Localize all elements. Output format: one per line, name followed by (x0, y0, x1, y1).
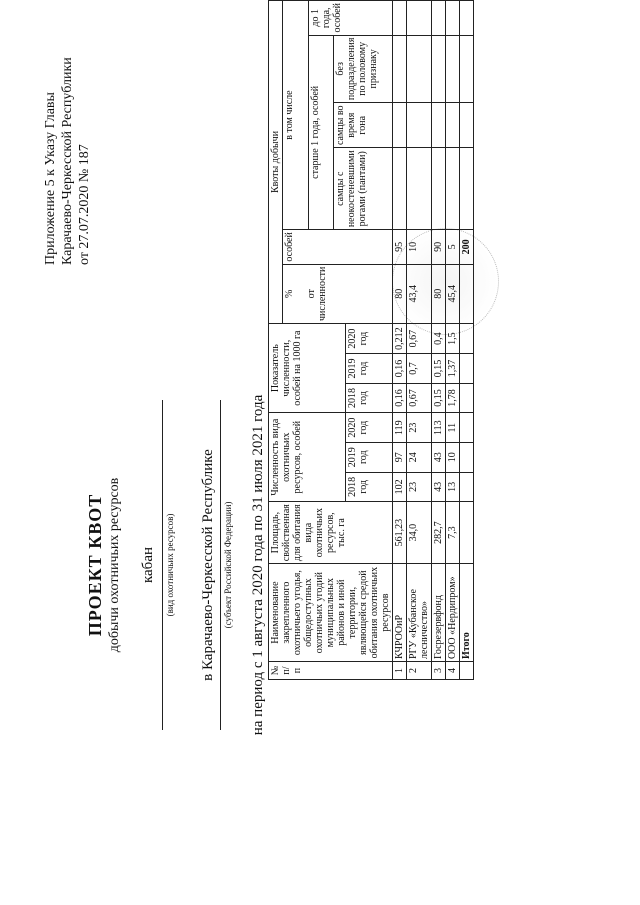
header-num: № п/п (269, 662, 393, 680)
cell-pct: 45,4 (446, 264, 460, 323)
cell-count-2019 (460, 442, 474, 472)
cell-males (432, 148, 446, 230)
cell-count-2018: 23 (407, 472, 432, 502)
cell-males-rut (432, 103, 446, 148)
appendix-line-1: Приложение 5 к Указу Главы (43, 92, 58, 265)
cell-count-2019: 10 (446, 442, 460, 472)
table-row (393, 1, 407, 680)
cell-density-2020: 0,67 (407, 323, 432, 353)
cell-density-2018: 0,15 (432, 383, 446, 413)
cell-under1 (446, 1, 460, 36)
cell-pct: 80 (432, 264, 446, 323)
cell-males-rut (393, 103, 407, 148)
document-subtitle: добычи охотничьих ресурсов (107, 477, 122, 653)
cell-density-2019: 0,15 (432, 354, 446, 384)
region-value: в Карачаево-Черкесской Республике (200, 449, 216, 681)
quota-table (268, 0, 474, 680)
cell-individuals: 95 (393, 230, 407, 264)
header-quota: Квоты добычи (269, 1, 283, 324)
cell-no-sex (407, 35, 432, 103)
cell-pct (460, 264, 474, 323)
cell-density-2020: 0,212 (393, 323, 407, 353)
cell-count-2019: 43 (432, 442, 446, 472)
header-no-sex: без подразделения по половому признаку (334, 35, 393, 103)
header-older: старше 1 года, особей (308, 35, 334, 230)
cell-density-2020: 0,4 (432, 323, 446, 353)
cell-num: 4 (446, 662, 460, 680)
header-density-2020: 2020 год (346, 323, 393, 353)
period-line: на период с 1 августа 2020 года по 31 июля 2021 года (250, 394, 266, 736)
header-pct-sign: % (284, 289, 295, 298)
appendix-line-3: от 27.07.2020 № 187 (77, 144, 92, 265)
header-count: Численность вида охотничьих ресурсов, особей (269, 413, 346, 502)
species-underline (162, 400, 163, 730)
cell-total-individuals: 200 (460, 230, 474, 264)
species-value: кабан (140, 546, 156, 584)
header-males: самцы с неокостеневшими рогами (пантами) (334, 148, 393, 230)
header-under1: до 1 года, особей (308, 1, 392, 36)
cell-num (460, 662, 474, 680)
cell-name: КЧРООиР (393, 564, 407, 662)
cell-density-2020 (460, 323, 474, 353)
header-count-2018: 2018 год (346, 472, 393, 502)
cell-density-2018: 1,78 (446, 383, 460, 413)
cell-males-rut (407, 103, 432, 148)
cell-density-2019: 0,16 (393, 354, 407, 384)
cell-num: 2 (407, 662, 432, 680)
cell-count-2020: 113 (432, 413, 446, 443)
header-males-rut: самцы во время гона (334, 103, 393, 148)
cell-individuals: 5 (446, 230, 460, 264)
cell-area: 7,3 (446, 502, 460, 564)
header-count-2020: 2020 год (346, 413, 393, 443)
header-area: Площадь, свойственная для обитания вида охотничьих ресурсов, тыс. га (269, 502, 393, 564)
header-name: Наименование закрепленного охотничьего угодья, общедоступных охотничьих угодий муниципальных районов и иной территории, являющейся средой обитания охотничьих ресурсов (269, 564, 393, 662)
cell-count-2020: 11 (446, 413, 460, 443)
region-caption: (субъект Российской Федерации) (223, 501, 233, 629)
cell-area: 34,0 (407, 502, 432, 564)
header-pct (283, 264, 393, 323)
header-density-2019: 2019 год (346, 354, 393, 384)
cell-males (407, 148, 432, 230)
cell-count-2018: 102 (393, 472, 407, 502)
cell-density-2019: 0,7 (407, 354, 432, 384)
cell-total-label: Итого (460, 564, 474, 662)
cell-males-rut (446, 103, 460, 148)
cell-name: Госрезервфонд (432, 564, 446, 662)
cell-no-sex (393, 35, 407, 103)
table-row (446, 1, 460, 680)
cell-density-2019 (460, 354, 474, 384)
cell-name: ООО «Нердипром» (446, 564, 460, 662)
cell-num: 3 (432, 662, 446, 680)
header-density-2018: 2018 год (346, 383, 393, 413)
cell-pct: 43,4 (407, 264, 432, 323)
cell-under1 (460, 1, 474, 36)
cell-num: 1 (393, 662, 407, 680)
species-caption: (вид охотничьих ресурсов) (165, 513, 175, 617)
cell-count-2019: 97 (393, 442, 407, 472)
cell-density-2018: 0,67 (407, 383, 432, 413)
table-row-total (460, 1, 474, 680)
cell-males-rut (460, 103, 474, 148)
cell-pct: 80 (393, 264, 407, 323)
header-incl: в том числе (283, 1, 309, 230)
header-pct-sub: от численности (306, 266, 328, 321)
header-count-2019: 2019 год (346, 442, 393, 472)
appendix-line-2: Карачаево-Черкесской Республики (60, 57, 75, 265)
cell-count-2020 (460, 413, 474, 443)
cell-area: 282,7 (432, 502, 446, 564)
cell-density-2018 (460, 383, 474, 413)
header-individuals: особей (283, 230, 393, 264)
cell-under1 (432, 1, 446, 36)
table-row (407, 1, 432, 680)
cell-count-2018: 13 (446, 472, 460, 502)
cell-count-2019: 24 (407, 442, 432, 472)
cell-individuals: 10 (407, 230, 432, 264)
cell-area (460, 502, 474, 564)
cell-no-sex (432, 35, 446, 103)
document-title: ПРОЕКТ КВОТ (85, 493, 105, 637)
cell-under1 (407, 1, 432, 36)
cell-count-2020: 23 (407, 413, 432, 443)
cell-males (446, 148, 460, 230)
cell-no-sex (460, 35, 474, 103)
table-row (432, 1, 446, 680)
cell-males (393, 148, 407, 230)
cell-density-2020: 1,5 (446, 323, 460, 353)
cell-count-2018 (460, 472, 474, 502)
cell-under1 (393, 1, 407, 36)
cell-density-2018: 0,16 (393, 383, 407, 413)
cell-density-2019: 1,37 (446, 354, 460, 384)
cell-area: 561,23 (393, 502, 407, 564)
header-density: Показатель численности, особей на 1000 га (269, 323, 346, 412)
cell-count-2018: 43 (432, 472, 446, 502)
cell-count-2020: 119 (393, 413, 407, 443)
region-underline (220, 400, 221, 730)
cell-individuals: 90 (432, 230, 446, 264)
cell-males (460, 148, 474, 230)
cell-no-sex (446, 35, 460, 103)
cell-name: РГУ «Кубанское лесничество» (407, 564, 432, 662)
